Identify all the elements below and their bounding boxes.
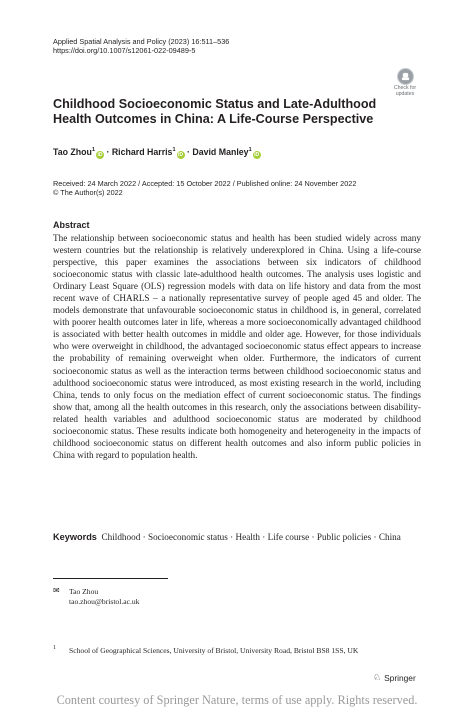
doi-link[interactable]: https://doi.org/10.1007/s12061-022-09489-5: [53, 46, 196, 55]
corresponding-author-email[interactable]: tao.zhou@bristol.ac.uk: [69, 597, 140, 606]
publisher-logo: [373, 673, 416, 683]
courtesy-watermark: Content courtesy of Springer Nature, terms of use apply. Rights reserved.: [56, 693, 418, 707]
author-separator: ·: [184, 147, 193, 157]
orcid-icon[interactable]: iD: [254, 152, 260, 158]
affiliation-marker: 1: [248, 147, 252, 154]
keywords-label: Keywords: [53, 532, 97, 542]
orcid-icon[interactable]: iD: [178, 152, 184, 158]
keywords-section: [53, 531, 421, 543]
abstract-heading: Abstract: [53, 220, 90, 230]
check-for-updates-icon: [397, 68, 414, 85]
publisher-name: Springer: [384, 673, 416, 683]
journal-citation: Applied Spatial Analysis and Policy (2023) 16:511–536: [53, 37, 230, 46]
paper-title: Childhood Socioeconomic Status and Late-Adulthood Health Outcomes in China: A Life-Course Perspective: [53, 97, 377, 126]
check-for-updates-badge[interactable]: [389, 68, 421, 100]
envelope-icon: ✉: [53, 586, 60, 595]
keywords-list: Childhood · Socioeconomic status · Health · Life course · Public policies · China: [101, 532, 401, 542]
author-list: [53, 147, 261, 159]
orcid-icon[interactable]: iD: [97, 152, 103, 158]
corresponding-author-name: Tao Zhou: [69, 587, 99, 596]
author-name[interactable]: David Manley: [192, 147, 249, 157]
affiliation-text: School of Geographical Sciences, University of Bristol, University Road, Bristol BS8 1SS, UK: [69, 646, 359, 655]
affiliation-marker: 1: [172, 147, 176, 154]
publication-dates: Received: 24 March 2022 / Accepted: 15 October 2022 / Published online: 24 November 2022: [53, 179, 357, 188]
abstract-text: The relationship between socioeconomic status and health has been studied widely across many western countries but the relationship is relatively underexplored in China. Using a life-course perspective, this paper examines the associations between six indicators of childhood socioeconomic status with classic late-adulthood health outcomes. The analysis uses logistic and Ordinary Least Square (OLS) regression models with data on life history and data from the most recent wave of CHARLS – a nationally representative survey of people aged 45 and older. The models demonstrate that unfavourable socioeconomic status in childhood is, in general, correlated with poorer health outcomes later in life, whereas a more socioeconomically advantaged childhood is associated with better health outcomes in middle and older age. However, for those individuals who were overweight in childhood, the advantaged socioeconomic status effect appears to increase the probability of remaining overweight when older. Furthermore, the indicators of current socioeconomic status as well as the interaction terms between childhood socioeconomic status and adulthood socioeconomic status were introduced, as most existing research in the world, including China, tends to only focus on the mediation effect of current socioeconomic status. The findings show that, among all the health outcomes in this research, only the associations between disability-related health variables and adulthood socioeconomic status are moderated by childhood socioeconomic status. These results indicate both homogeneity and heterogeneity in the impacts of childhood socioeconomic status on different health outcomes and also inform public policies in China with regard to population health.: [53, 233, 421, 460]
springer-horse-icon: ♘: [373, 673, 382, 683]
author-separator: ·: [104, 147, 112, 157]
author-name[interactable]: Tao Zhou: [53, 147, 92, 157]
affiliation-marker: 1: [91, 147, 95, 154]
check-for-updates-label: Check for updates: [393, 85, 417, 97]
footnote-divider: [53, 578, 168, 579]
copyright-notice: © The Author(s) 2022: [53, 188, 123, 197]
affiliation-number: 1: [53, 645, 56, 651]
author-name[interactable]: Richard Harris: [111, 147, 173, 157]
